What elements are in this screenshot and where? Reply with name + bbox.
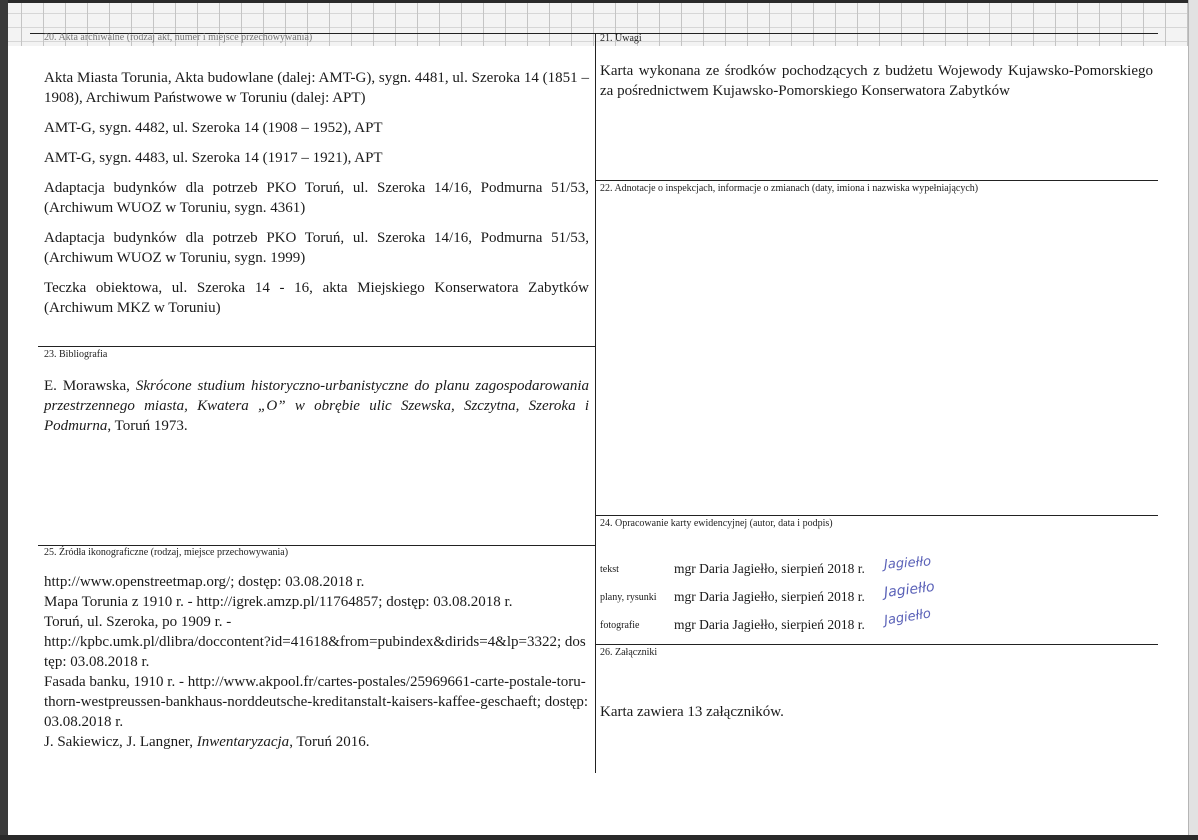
section-25-label: 25. Źródła ikonograficzne (rodzaj, miejsce przechowywania) bbox=[44, 547, 289, 558]
handwritten-signature: Jagiełło bbox=[883, 606, 932, 629]
archival-entry: Akta Miasta Torunia, Akta budowlane (dalej: AMT-G), sygn. 4481, ul. Szeroka 14 (1851 – 1908), Archiwum Państwowe w Toruniu (dalej: APT) bbox=[44, 70, 589, 106]
iconographic-source: Mapa Torunia z 1910 r. - http://igrek.amzp.pl/11764857; dostęp: 03.08.2018 r. bbox=[44, 594, 513, 610]
section-21-label: 21. Uwagi bbox=[600, 33, 642, 44]
bibliography-author: E. Morawska, bbox=[44, 378, 136, 394]
rule-section-25 bbox=[38, 545, 595, 546]
section-21-remarks bbox=[600, 61, 1153, 101]
column-divider bbox=[595, 33, 596, 773]
attachments-text: Karta zawiera 13 załączników. bbox=[600, 704, 784, 720]
prep-author: mgr Daria Jagiełło, sierpień 2018 r. bbox=[674, 561, 865, 576]
rule-section-24 bbox=[596, 515, 1158, 516]
section-20-archival-records bbox=[44, 68, 589, 318]
scan-top-border bbox=[0, 0, 1198, 3]
iconographic-source: http://www.openstreetmap.org/; dostęp: 03.08.2018 r. bbox=[44, 574, 365, 590]
iconographic-source bbox=[44, 732, 589, 752]
section-23-label: 23. Bibliografia bbox=[44, 349, 108, 360]
archival-entry: Adaptacja budynków dla potrzeb PKO Toruń, ul. Szeroka 14/16, Podmurna 51/53, (Archiwum WUOZ w Toruniu, sygn. 4361) bbox=[44, 180, 589, 216]
handwritten-signature: Jagiełło bbox=[883, 578, 936, 602]
section-26-label: 26. Załączniki bbox=[600, 647, 658, 658]
scan-bottom-border bbox=[0, 835, 1198, 840]
bibliography-entry bbox=[44, 376, 589, 436]
prep-kind: tekst bbox=[600, 564, 619, 575]
scan-left-border bbox=[0, 0, 8, 840]
iconographic-source: Fasada banku, 1910 r. - http://www.akpool.fr/cartes-postales/25969661-carte-postale-toru-thorn-westpreussen-bankhaus-norddeutsche-kreditanstalt-kaisers-kaffee-geschaeft; dostęp: 03.08.2018 r. bbox=[44, 674, 589, 730]
section-25-iconographic-sources bbox=[44, 572, 589, 752]
section-24-label: 24. Opracowanie karty ewidencyjnej (autor, data i podpis) bbox=[600, 518, 833, 529]
archival-entry: Adaptacja budynków dla potrzeb PKO Toruń, ul. Szeroka 14/16, Podmurna 51/53, (Archiwum WUOZ w Toruniu, sygn. 1999) bbox=[44, 230, 589, 266]
rule-section-26 bbox=[596, 644, 1158, 645]
remarks-text: Karta wykonana ze środków pochodzących z budżetu Wojewody Kujawsko-Pomorskiego za pośrednictwem Kujawsko-Pomorskiego Konserwatora Zabytków bbox=[600, 63, 1153, 99]
archival-entry: AMT-G, sygn. 4483, ul. Szeroka 14 (1917 – 1921), APT bbox=[44, 150, 383, 166]
section-26-attachments bbox=[600, 702, 1153, 722]
section-20-label: 20. Akta archiwalne (rodzaj akt, numer i miejsce przechowywania) bbox=[44, 32, 313, 43]
source-title: Inwentaryzacja bbox=[196, 734, 290, 750]
prep-author: mgr Daria Jagiełło, sierpień 2018 r. bbox=[674, 589, 865, 604]
archival-entry: Teczka obiektowa, ul. Szeroka 14 - 16, akta Miejskiego Konserwatora Zabytków (Archiwum MKZ w Toruniu) bbox=[44, 280, 589, 316]
section-22-label: 22. Adnotacje o inspekcjach, informacje o zmianach (daty, imiona i nazwiska wypełniających) bbox=[600, 183, 979, 194]
section-23-bibliography bbox=[44, 376, 589, 436]
prep-author: mgr Daria Jagiełło, sierpień 2018 r. bbox=[674, 617, 865, 632]
archival-entry: AMT-G, sygn. 4482, ul. Szeroka 14 (1908 – 1952), APT bbox=[44, 120, 383, 136]
iconographic-source: Toruń, ul. Szeroka, po 1909 r. - bbox=[44, 614, 232, 630]
rule-section-22 bbox=[596, 180, 1158, 181]
source-place-year: , Toruń 2016. bbox=[289, 734, 370, 750]
bibliography-place-year: , Toruń 1973. bbox=[107, 418, 188, 434]
prep-kind: fotografie bbox=[600, 620, 640, 631]
source-authors: J. Sakiewicz, J. Langner, bbox=[44, 734, 197, 750]
prep-kind: plany, rysunki bbox=[600, 592, 657, 603]
scan-right-edge bbox=[1188, 0, 1198, 840]
bibliography-title: Skrócone studium historyczno-urbanistyczne do planu zagospodarowania przestrzennego miasta, Kwatera „O” w obrębie ulic Szewska, Szczytna, Szeroka i Podmurna bbox=[44, 378, 590, 434]
rule-section-23 bbox=[38, 346, 595, 347]
handwritten-signature: Jagiełło bbox=[883, 554, 932, 573]
iconographic-source-url: http://kpbc.umk.pl/dlibra/doccontent?id=41618&from=pubindex&dirids=4&lp=3322; dostęp: 03.08.2018 r. bbox=[44, 634, 586, 670]
